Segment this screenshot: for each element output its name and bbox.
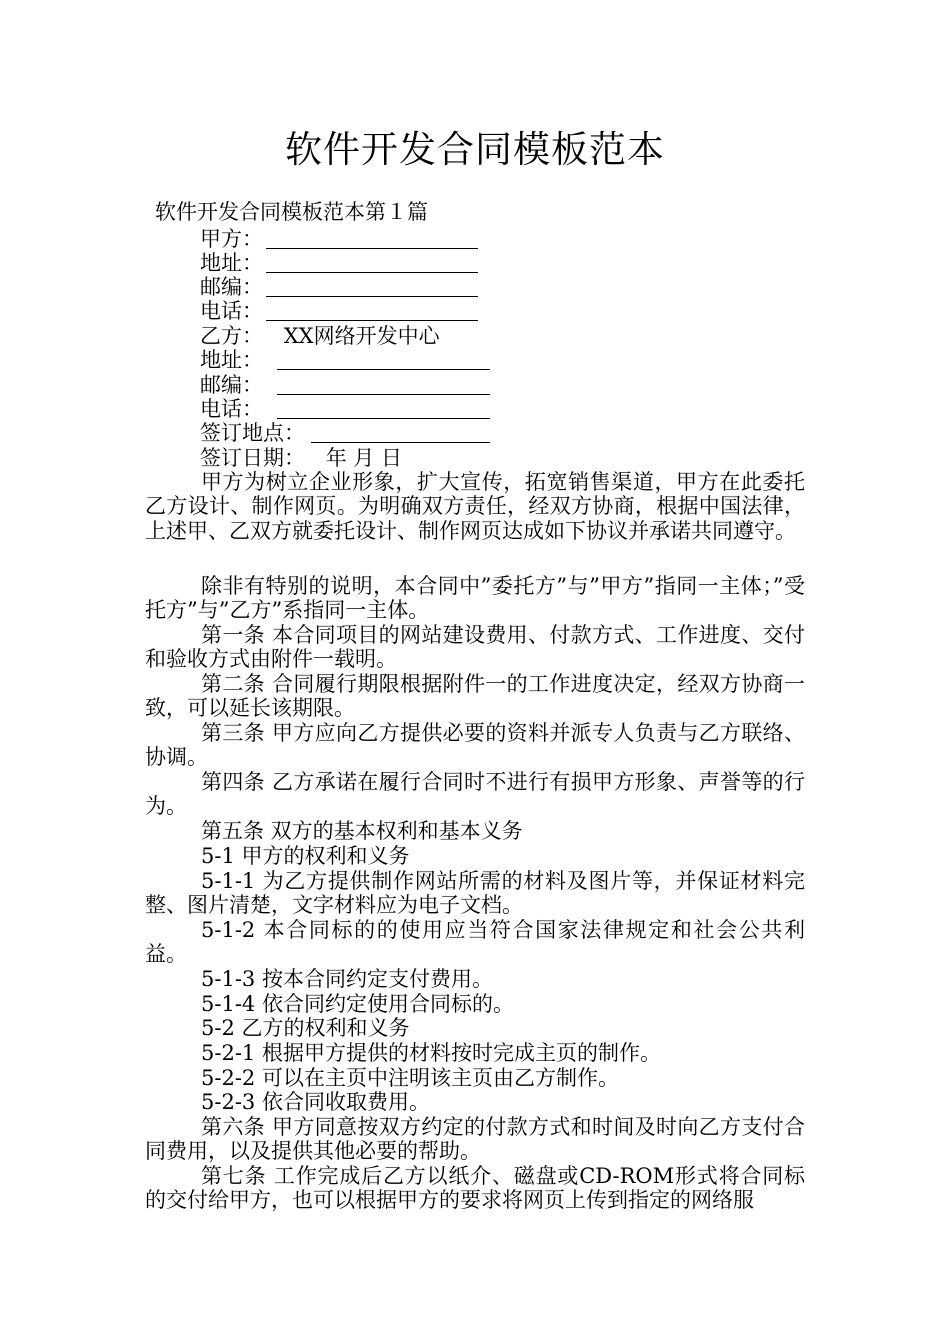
field-phone-a xyxy=(200,299,263,323)
paragraph: 5-2-3 依合同收取费用。 xyxy=(201,1090,430,1114)
field-value: 年 月 日 xyxy=(325,446,403,470)
paragraph: 第四条 乙方承诺在履行合同时不进行有损甲方形象、声誉等的行为。 xyxy=(145,770,805,819)
field-label: 签订日期： xyxy=(200,446,305,470)
blank-line xyxy=(266,296,478,297)
document-title: 软件开发合同模板范本 xyxy=(285,128,665,171)
paragraph: 除非有特别的说明，本合同中”委托方”与”甲方”指同一主体；”受托方”与”乙方”系指同一主体。 xyxy=(145,574,805,623)
document-subtitle: 软件开发合同模板范本第１篇 xyxy=(155,200,428,224)
field-value: XX网络开发中心 xyxy=(283,324,440,348)
blank-line xyxy=(277,418,490,419)
paragraph: 5-1-4 依合同约定使用合同标的。 xyxy=(201,992,514,1016)
paragraph: 第一条 本合同项目的网站建设费用、付款方式、工作进度、交付和验收方式由附件一载明。 xyxy=(145,623,805,672)
paragraph: 5-2-2 可以在主页中注明该主页由乙方制作。 xyxy=(201,1066,619,1090)
paragraph: 第七条 工作完成后乙方以纸介、磁盘或CD-ROM形式将合同标的交付给甲方，也可以根据甲方的要求将网页上传到指定的网络服 xyxy=(145,1164,805,1213)
field-address-a xyxy=(200,251,263,275)
paragraph: 甲方为树立企业形象，扩大宣传，拓宽销售渠道，甲方在此委托乙方设计、制作网页。为明确双方责任，经双方协商，根据中国法律，上述甲、乙双方就委托设计、制作网页达成如下协议并承诺共同遵守。 xyxy=(145,470,805,543)
field-label: 乙方： xyxy=(200,324,263,348)
field-label: 电话： xyxy=(200,299,263,323)
field-label: 甲方： xyxy=(200,227,263,251)
blank-line xyxy=(277,369,490,370)
blank-line xyxy=(266,320,478,321)
paragraph: 5-2-1 根据甲方提供的材料按时完成主页的制作。 xyxy=(201,1041,661,1065)
field-sign-date xyxy=(200,446,402,470)
field-label: 地址： xyxy=(200,348,263,372)
field-label: 地址： xyxy=(200,251,263,275)
blank-line xyxy=(266,248,478,249)
paragraph: 第五条 双方的基本权利和基本义务 xyxy=(201,819,523,843)
field-label: 签订地点： xyxy=(200,421,305,445)
blank-line xyxy=(311,442,490,443)
field-phone-b xyxy=(200,397,263,421)
field-address-b xyxy=(200,348,263,372)
paragraph: 第六条 甲方同意按双方约定的付款方式和时间及时向乙方支付合同费用，以及提供其他必要的帮助。 xyxy=(145,1115,805,1164)
paragraph: 5-1 甲方的权利和义务 xyxy=(201,844,410,868)
paragraph: 第三条 甲方应向乙方提供必要的资料并派专人负责与乙方联络、协调。 xyxy=(145,721,805,770)
blank-line xyxy=(277,394,490,395)
field-party-a xyxy=(200,227,263,251)
paragraph: 5-1-2 本合同标的的使用应当符合国家法律规定和社会公共利益。 xyxy=(145,918,805,967)
field-label: 邮编： xyxy=(200,373,263,397)
field-label: 邮编： xyxy=(200,275,263,299)
paragraph: 第二条 合同履行期限根据附件一的工作进度决定，经双方协商一致，可以延长该期限。 xyxy=(145,672,805,721)
field-sign-place xyxy=(200,421,305,445)
paragraph: 5-2 乙方的权利和义务 xyxy=(201,1016,410,1040)
paragraph: 5-1-3 按本合同约定支付费用。 xyxy=(201,967,493,991)
paragraph: 5-1-1 为乙方提供制作网站所需的材料及图片等，并保证材料完整、图片清楚，文字材料应为电子文档。 xyxy=(145,869,805,918)
field-party-b xyxy=(200,324,440,348)
field-postcode-a xyxy=(200,275,263,299)
field-postcode-b xyxy=(200,373,263,397)
blank-line xyxy=(266,272,478,273)
field-label: 电话： xyxy=(200,397,263,421)
